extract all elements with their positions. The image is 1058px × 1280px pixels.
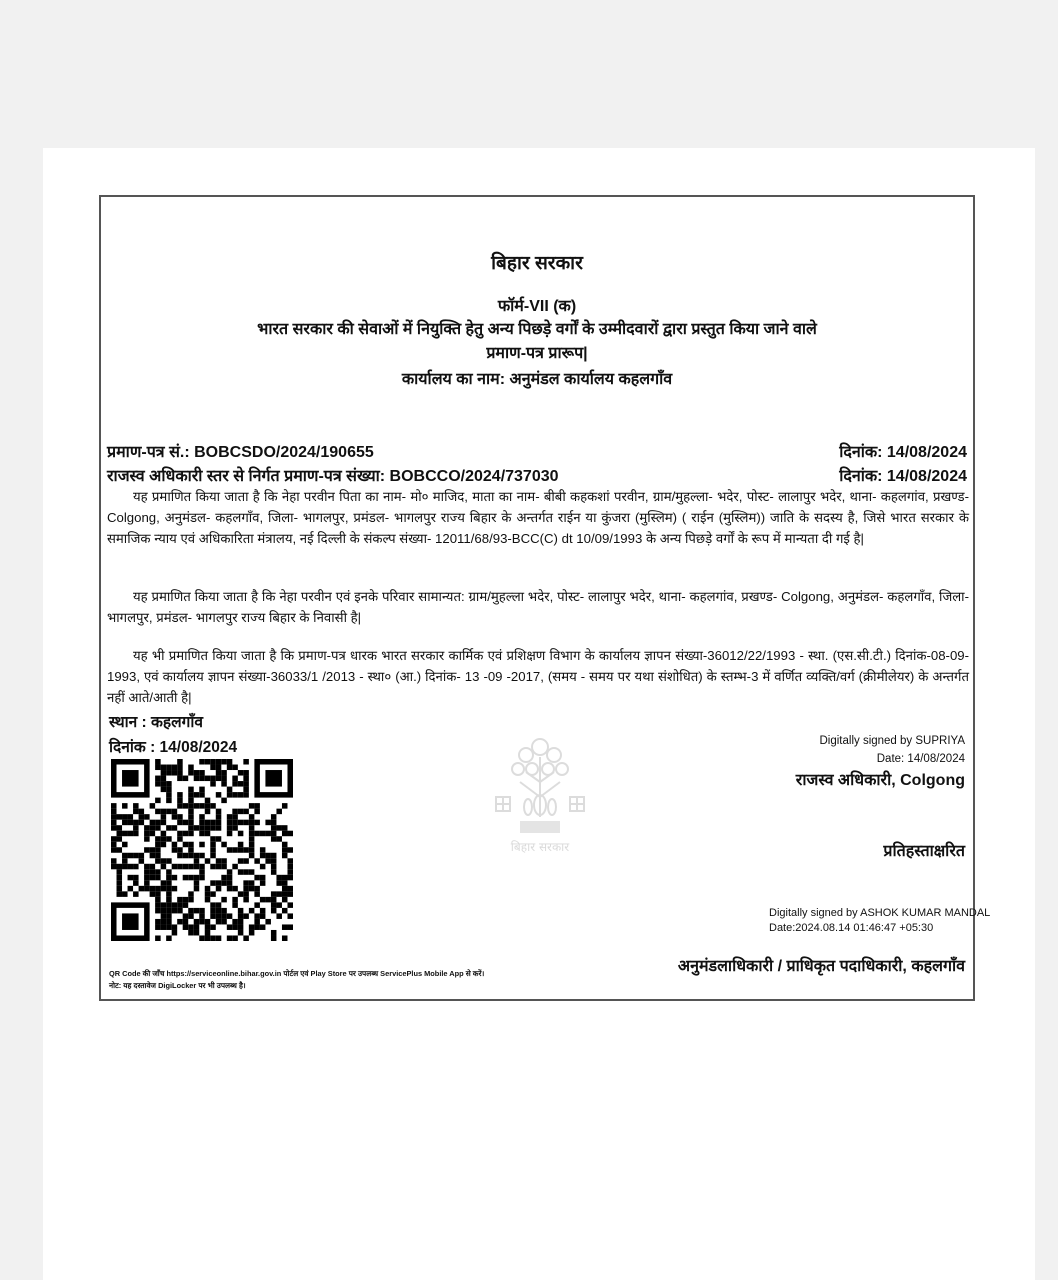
certificate-number-row [107, 440, 967, 462]
sdo-signature [769, 906, 990, 936]
revenue-officer-signature [796, 732, 965, 790]
government-title: बिहार सरकार [491, 253, 583, 274]
certificate-date: दिनांक: 14/08/2024 [839, 444, 967, 461]
office-name: कार्यालय का नाम: अनुमंडल कार्यालय कहलगाँव [401, 371, 673, 388]
revenue-number-row [107, 464, 967, 486]
signer-1-date: Date: 14/08/2024 [876, 753, 965, 765]
bihar-emblem-icon [490, 727, 590, 855]
signer-1-designation: राजस्व अधिकारी, Colgong [795, 772, 965, 789]
revenue-certificate-number: राजस्व अधिकारी स्तर से निर्गत प्रमाण-पत्र संख्या: BOBCCO/2024/737030 [107, 468, 559, 485]
paragraph-residence: यह प्रमाणित किया जाता है कि नेहा परवीन एवं इनके परिवार सामान्यत: ग्राम/मुहल्ला भदेर, पोस्ट- लालापुर भदेर, थाना- कहलगांव, प्रखण्ड- Colgong, अनुमंडल- कहलगाँव, जिला- भागलपुर, प्रमंडल- भागलपुर राज्य बिहार के निवासी है| [107, 589, 969, 625]
qr-code[interactable] [111, 759, 293, 941]
emblem-caption: बिहार सरकार [510, 840, 570, 854]
countersigned-label: प्रतिहस्ताक्षरित [883, 843, 965, 860]
signer-2-name: Digitally signed by ASHOK KUMAR MANDAL [769, 907, 991, 919]
form-number: फॉर्म-VII (क) [497, 298, 577, 315]
issue-date: दिनांक : 14/08/2024 [109, 739, 238, 756]
form-subtitle: भारत सरकार की सेवाओं में नियुक्ति हेतु अन्य पिछड़े वर्गों के उम्मीदवारों द्वारा प्रस्तुत किया जाने वाले प्रमाण-पत्र प्रारूप| [257, 321, 817, 362]
paragraph-caste: यह प्रमाणित किया जाता है कि नेहा परवीन पिता का नाम- मो० माजिद, माता का नाम- बीबी कहकशां परवीन, ग्राम/मुहल्ला- भदेर, पोस्ट- लालापुर भदेर, थाना- कहलगांव, प्रखण्ड- Colgong, अनुमंडल- कहलगाँव, जिला- भागलपुर, प्रमंडल- भागलपुर राज्य बिहार के अन्तर्गत राईन या कुंजरा (मुस्लिम) ( राईन (मुस्लिम)) जाति के सदस्य है, जिसे भारत सरकार के समाजिक न्याय एवं अधिकारिता मंत्रालय, नई दिल्ली के संकल्प संख्या- 12011/68/93-BCC(C) dt 10/09/1993 के अन्य पिछड़े वर्गों के रूप में मान्यता दी गई है| [107, 489, 969, 546]
digilocker-note: नोट: यह दस्तावेज DigiLocker पर भी उपलब्ध है। [109, 981, 246, 990]
revenue-certificate-date: दिनांक: 14/08/2024 [839, 468, 967, 485]
certificate-frame [99, 195, 991, 1001]
signer-2-designation: अनुमंडलाधिकारी / प्राधिकृत पदाधिकारी, कहलगाँव [677, 958, 965, 975]
signer-2-date: Date:2024.08.14 01:46:47 +05:30 [769, 922, 934, 934]
signer-1-name: Digitally signed by SUPRIYA [819, 735, 965, 747]
place: स्थान : कहलगाँव [109, 714, 204, 731]
certificate-number: प्रमाण-पत्र सं.: BOBCSDO/2024/190655 [107, 444, 374, 461]
qr-verification-note: QR Code की जाँच https://serviceonline.bihar.gov.in पोर्टल एवं Play Store पर उपलब्ध ServicePlus Mobile App से करें। [109, 969, 485, 978]
paragraph-creamy-layer: यह भी प्रमाणित किया जाता है कि प्रमाण-पत्र धारक भारत सरकार कार्मिक एवं प्रशिक्षण विभाग के कार्यालय ज्ञापन संख्या-36012/22/1993 - स्था. (एस.सी.टी.) दिनांक-08-09-1993, एवं कार्यालय ज्ञापन संख्या-36033/1 /2013 - स्था० (आ.) दिनांक- 13 -09 -2017, (समय - समय पर यथा संशोधित) के स्तम्भ-3 में वर्णित व्यक्ति/वर्ग (क्रीमीलेयर) के अन्तर्गत नहीं आते/आती है| [107, 648, 969, 705]
